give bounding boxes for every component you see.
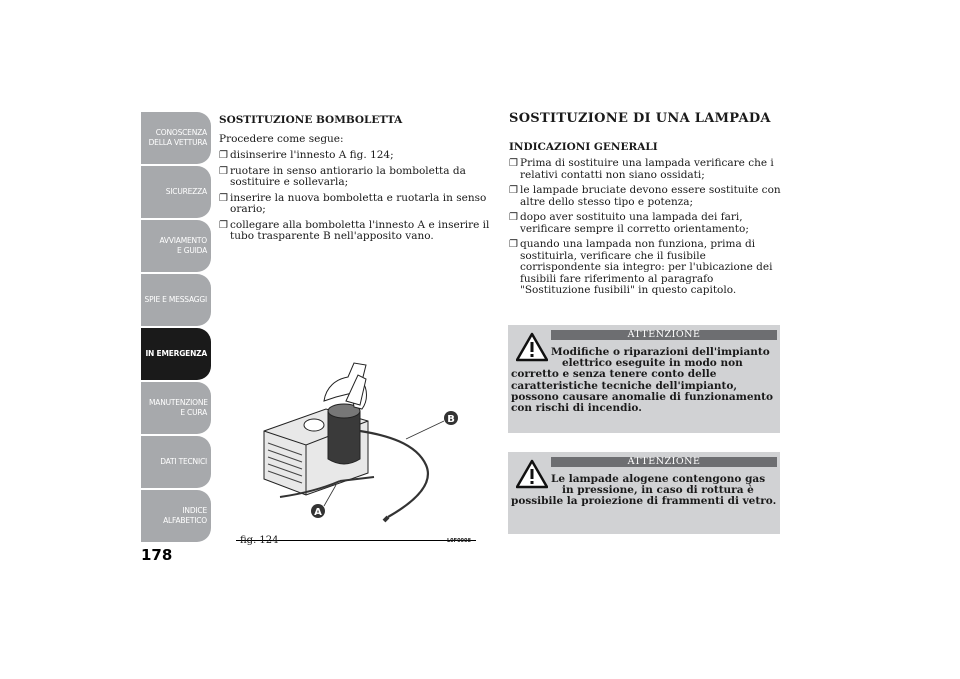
tab-avviamento[interactable] xyxy=(141,220,211,272)
right-column xyxy=(509,113,784,301)
figure-code: L0F0008 xyxy=(447,538,471,544)
label-a: A xyxy=(314,507,322,518)
checkbox-bullet-icon: ❐ xyxy=(219,192,228,204)
tab-indice[interactable] xyxy=(141,490,211,542)
checkbox-bullet-icon: ❐ xyxy=(219,150,228,161)
list-item: ❐ disinserire l'innesto A fig. 124; xyxy=(219,149,394,161)
list-item: ❐ Prima di sostituire una lampada verificare che i relativi contatti non siano ossidati; xyxy=(509,157,774,181)
list-item: ❐ ruotare in senso antiorario la bomboletta da sostituire e sollevarla; xyxy=(219,164,466,188)
intro-text: Procedere come segue: xyxy=(219,132,344,145)
checkbox-bullet-icon: ❐ xyxy=(219,219,228,231)
left-column xyxy=(219,115,494,247)
list-item: ❐ dopo aver sostituito una lampada dei fari, verificare sempre il corretto orientamento; xyxy=(509,211,749,235)
warning-box xyxy=(508,452,780,534)
warning-title: ATTENZIONE xyxy=(627,329,701,340)
list-item: ❐ inserire la nuova bomboletta e ruotarla in senso orario; xyxy=(219,191,487,215)
list-item: ❐ le lampade bruciate devono essere sostituite con altre dello stesso tipo e potenza; xyxy=(509,184,781,208)
tab-label: SICUREZZA xyxy=(165,187,207,196)
tab-in-emergenza[interactable] xyxy=(141,328,211,380)
warning-text: Le lampade alogene contengono gas in pressione, in caso di rottura è possibile la proiezione di frammenti di vetro. xyxy=(511,473,777,508)
tab-label: IN EMERGENZA xyxy=(145,349,207,358)
warning-text: Modifiche o riparazioni dell'impianto elettrico eseguite in modo non corretto e senza tenere conto delle caratteristiche tecniche dell'impianto, possono causare anomalie di funzionamento con rischi di incendio. xyxy=(511,346,773,415)
tab-sicurezza[interactable] xyxy=(141,166,211,218)
checkbox-bullet-icon: ❐ xyxy=(219,165,228,177)
checkbox-bullet-icon: ❐ xyxy=(509,158,518,169)
list-item: ❐ collegare alla bomboletta l'innesto A e inserire il tubo trasparente B nell'apposito vano. xyxy=(219,218,490,242)
warning-box xyxy=(508,325,780,433)
label-b: B xyxy=(447,414,455,425)
list-item: ❐ quando una lampada non funziona, prima di sostituirla, verificare che il fusibile corrispondente sia integro: per l'ubicazione dei fusibili fare riferimento al paragrafo "Sostituzione fusibili" in questo capitolo. xyxy=(509,238,773,296)
tab-label: CONOSCENZA DELLA VETTURA xyxy=(148,128,207,147)
tab-conoscenza[interactable] xyxy=(141,112,211,164)
warning-title: ATTENZIONE xyxy=(627,456,701,467)
checkbox-bullet-icon: ❐ xyxy=(509,212,518,223)
tab-label: AVVIAMENTO E GUIDA xyxy=(159,236,207,255)
compressor-illustration xyxy=(236,361,476,531)
tab-label: DATI TECNICI xyxy=(160,457,207,466)
tab-spie[interactable] xyxy=(141,274,211,326)
tab-dati-tecnici[interactable] xyxy=(141,436,211,488)
checkbox-bullet-icon: ❐ xyxy=(509,185,518,196)
page-number: 178 xyxy=(141,546,173,564)
checkbox-bullet-icon: ❐ xyxy=(509,239,518,250)
page-title: SOSTITUZIONE DI UNA LAMPADA xyxy=(509,111,771,126)
tab-manutenzione[interactable] xyxy=(141,382,211,434)
tab-label: MANUTENZIONE E CURA xyxy=(149,398,208,417)
subheading: INDICAZIONI GENERALI xyxy=(509,140,658,153)
figure-caption: fig. 124 xyxy=(240,535,279,546)
section-heading: SOSTITUZIONE BOMBOLETTA xyxy=(219,114,403,126)
tab-label: INDICE ALFABETICO xyxy=(163,506,207,525)
tab-label: SPIE E MESSAGGI xyxy=(144,295,207,304)
